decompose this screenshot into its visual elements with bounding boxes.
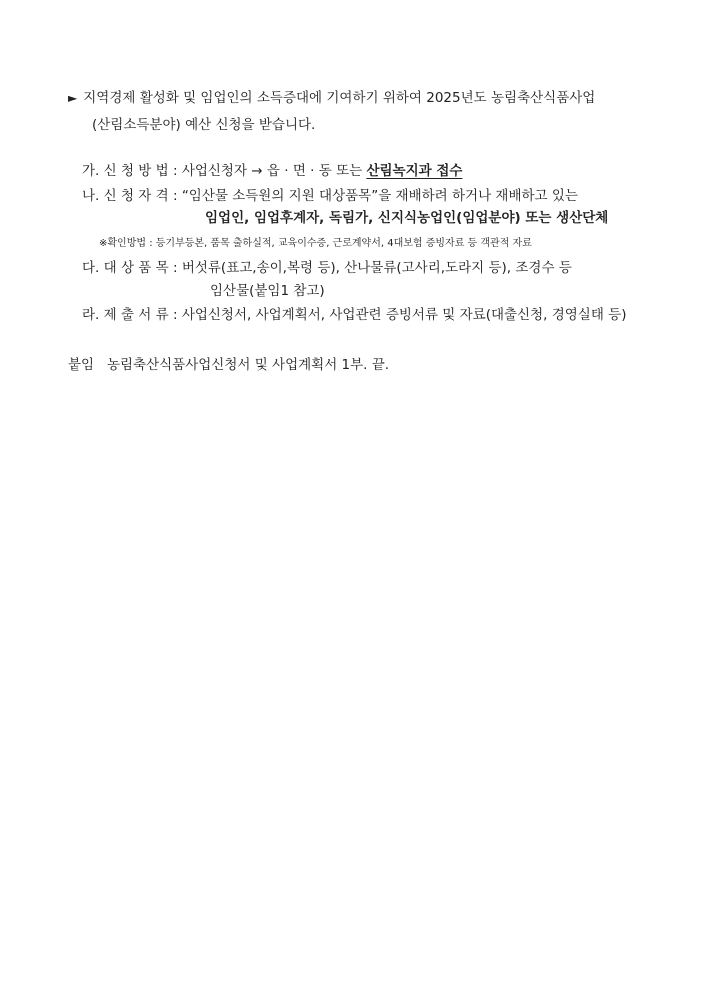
item-method-label: 가. 신 청 방 법 : [82,163,178,179]
notice-line-1 [68,89,595,107]
item-documents-text: 사업신청서, 사업계획서, 사업관련 증빙서류 및 자료(대출신청, 경영실태 등) [181,307,627,323]
bullet-arrow-icon: ► [68,91,78,105]
attachment-text: 농림축산식품사업신청서 및 사업계획서 1부. 끝. [106,357,390,373]
item-eligibility [82,187,578,205]
attachment-line [68,356,389,374]
item-documents-label: 라. 제 출 서 류 : [82,307,178,323]
notice-line-2: (산림소득분야) 예산 신청을 받습니다. [92,117,316,133]
item-eligibility-bold: 임업인, 임업후계자, 독림가, 신지식농업인(임업분야) 또는 생산단체 [205,210,609,226]
item-method-highlight: 산림녹지과 접수 [366,163,463,179]
item-documents [82,306,627,324]
attachment-label: 붙임 [68,357,95,373]
item-method-text: 사업신청자 → 읍 · 면 · 동 또는 [181,163,367,179]
verification-note: ※확인방법 : 등기부등본, 품목 출하실적, 교육이수증, 근로계약서, 4대보험 증빙자료 등 객관적 자료 [99,238,532,249]
item-eligibility-text: “임산물 소득원의 지원 대상품목”을 재배하려 하거나 재배하고 있는 [181,188,578,204]
notice-text-1: 지역경제 활성화 및 임업인의 소득증대에 기여하기 위하여 2025년도 농림축산식품사업 [83,90,596,106]
item-products [82,259,572,277]
item-method [82,162,462,180]
item-products-label: 다. 대 상 품 목 : [82,260,178,276]
item-products-line-2: 임산물(붙임1 참고) [210,283,325,299]
item-eligibility-label: 나. 신 청 자 격 : [82,188,178,204]
item-products-line-1: 버섯류(표고,송이,복령 등), 산나물류(고사리,도라지 등), 조경수 등 [181,260,572,276]
